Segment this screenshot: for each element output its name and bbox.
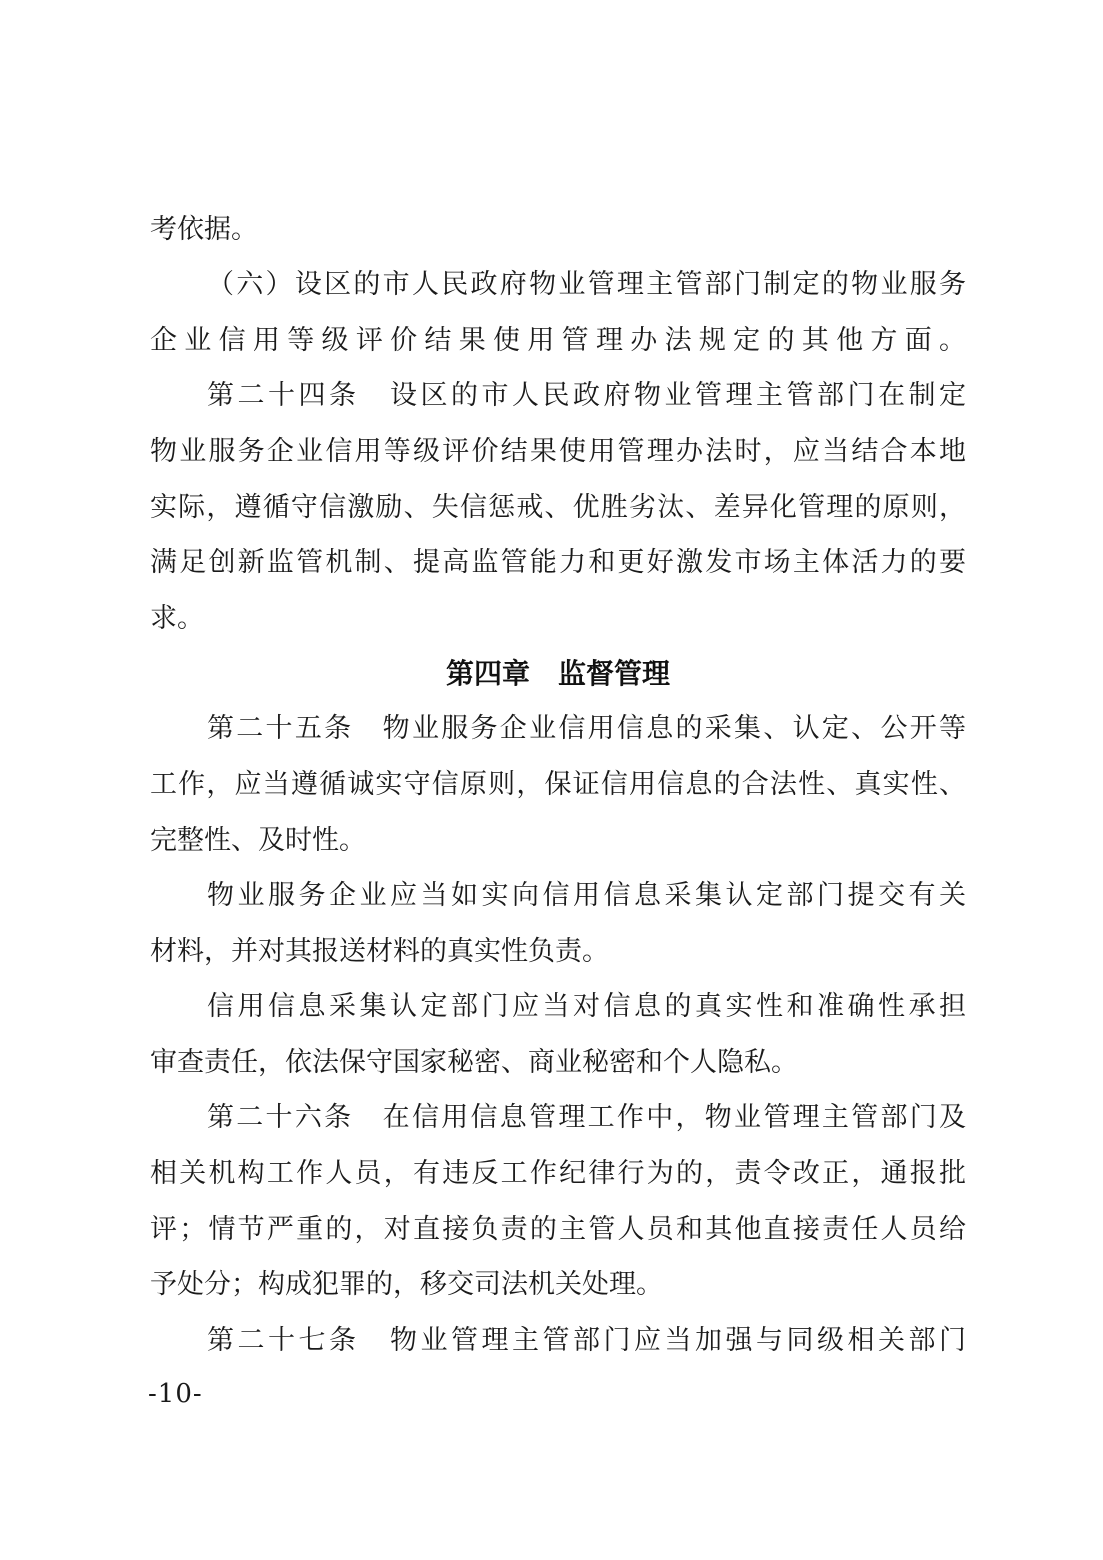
text-line: 企业信用等级评价结果使用管理办法规定的其他方面。 (150, 325, 966, 356)
chapter-heading: 第四章 监督管理 (445, 657, 670, 690)
text-line: 信用信息采集认定部门应当对信息的真实性和准确性承担 (207, 991, 966, 1022)
text-line: 评；情节严重的，对直接负责的主管人员和其他直接责任人员给 (150, 1214, 966, 1245)
text-line: 考依据。 (150, 214, 258, 245)
text-line: 材料，并对其报送材料的真实性负责。 (150, 936, 609, 967)
text-line: （六）设区的市人民政府物业管理主管部门制定的物业服务 (207, 269, 966, 300)
text-line: 完整性、及时性。 (150, 825, 366, 856)
page-number: -10- (148, 1379, 203, 1409)
article-25-heading-line: 第二十五条 物业服务企业信用信息的采集、认定、公开等 (207, 713, 966, 744)
text-line: 实际，遵循守信激励、失信惩戒、优胜劣汰、差异化管理的原则， (150, 492, 966, 523)
article-27-heading-line: 第二十七条 物业管理主管部门应当加强与同级相关部门 (207, 1325, 966, 1356)
text-line: 满足创新监管机制、提高监管能力和更好激发市场主体活力的要 (150, 547, 966, 578)
text-line: 审查责任，依法保守国家秘密、商业秘密和个人隐私。 (150, 1047, 798, 1078)
text-line: 求。 (150, 603, 204, 634)
article-24-heading-line: 第二十四条 设区的市人民政府物业管理主管部门在制定 (207, 380, 966, 411)
text-line: 工作，应当遵循诚实守信原则，保证信用信息的合法性、真实性、 (150, 769, 966, 800)
text-line: 物业服务企业应当如实向信用信息采集认定部门提交有关 (207, 880, 966, 911)
text-line: 物业服务企业信用等级评价结果使用管理办法时，应当结合本地 (150, 436, 966, 467)
text-line: 相关机构工作人员，有违反工作纪律行为的，责令改正，通报批 (150, 1158, 966, 1189)
article-26-heading-line: 第二十六条 在信用信息管理工作中，物业管理主管部门及 (207, 1102, 966, 1133)
text-line: 予处分；构成犯罪的，移交司法机关处理。 (150, 1269, 663, 1300)
